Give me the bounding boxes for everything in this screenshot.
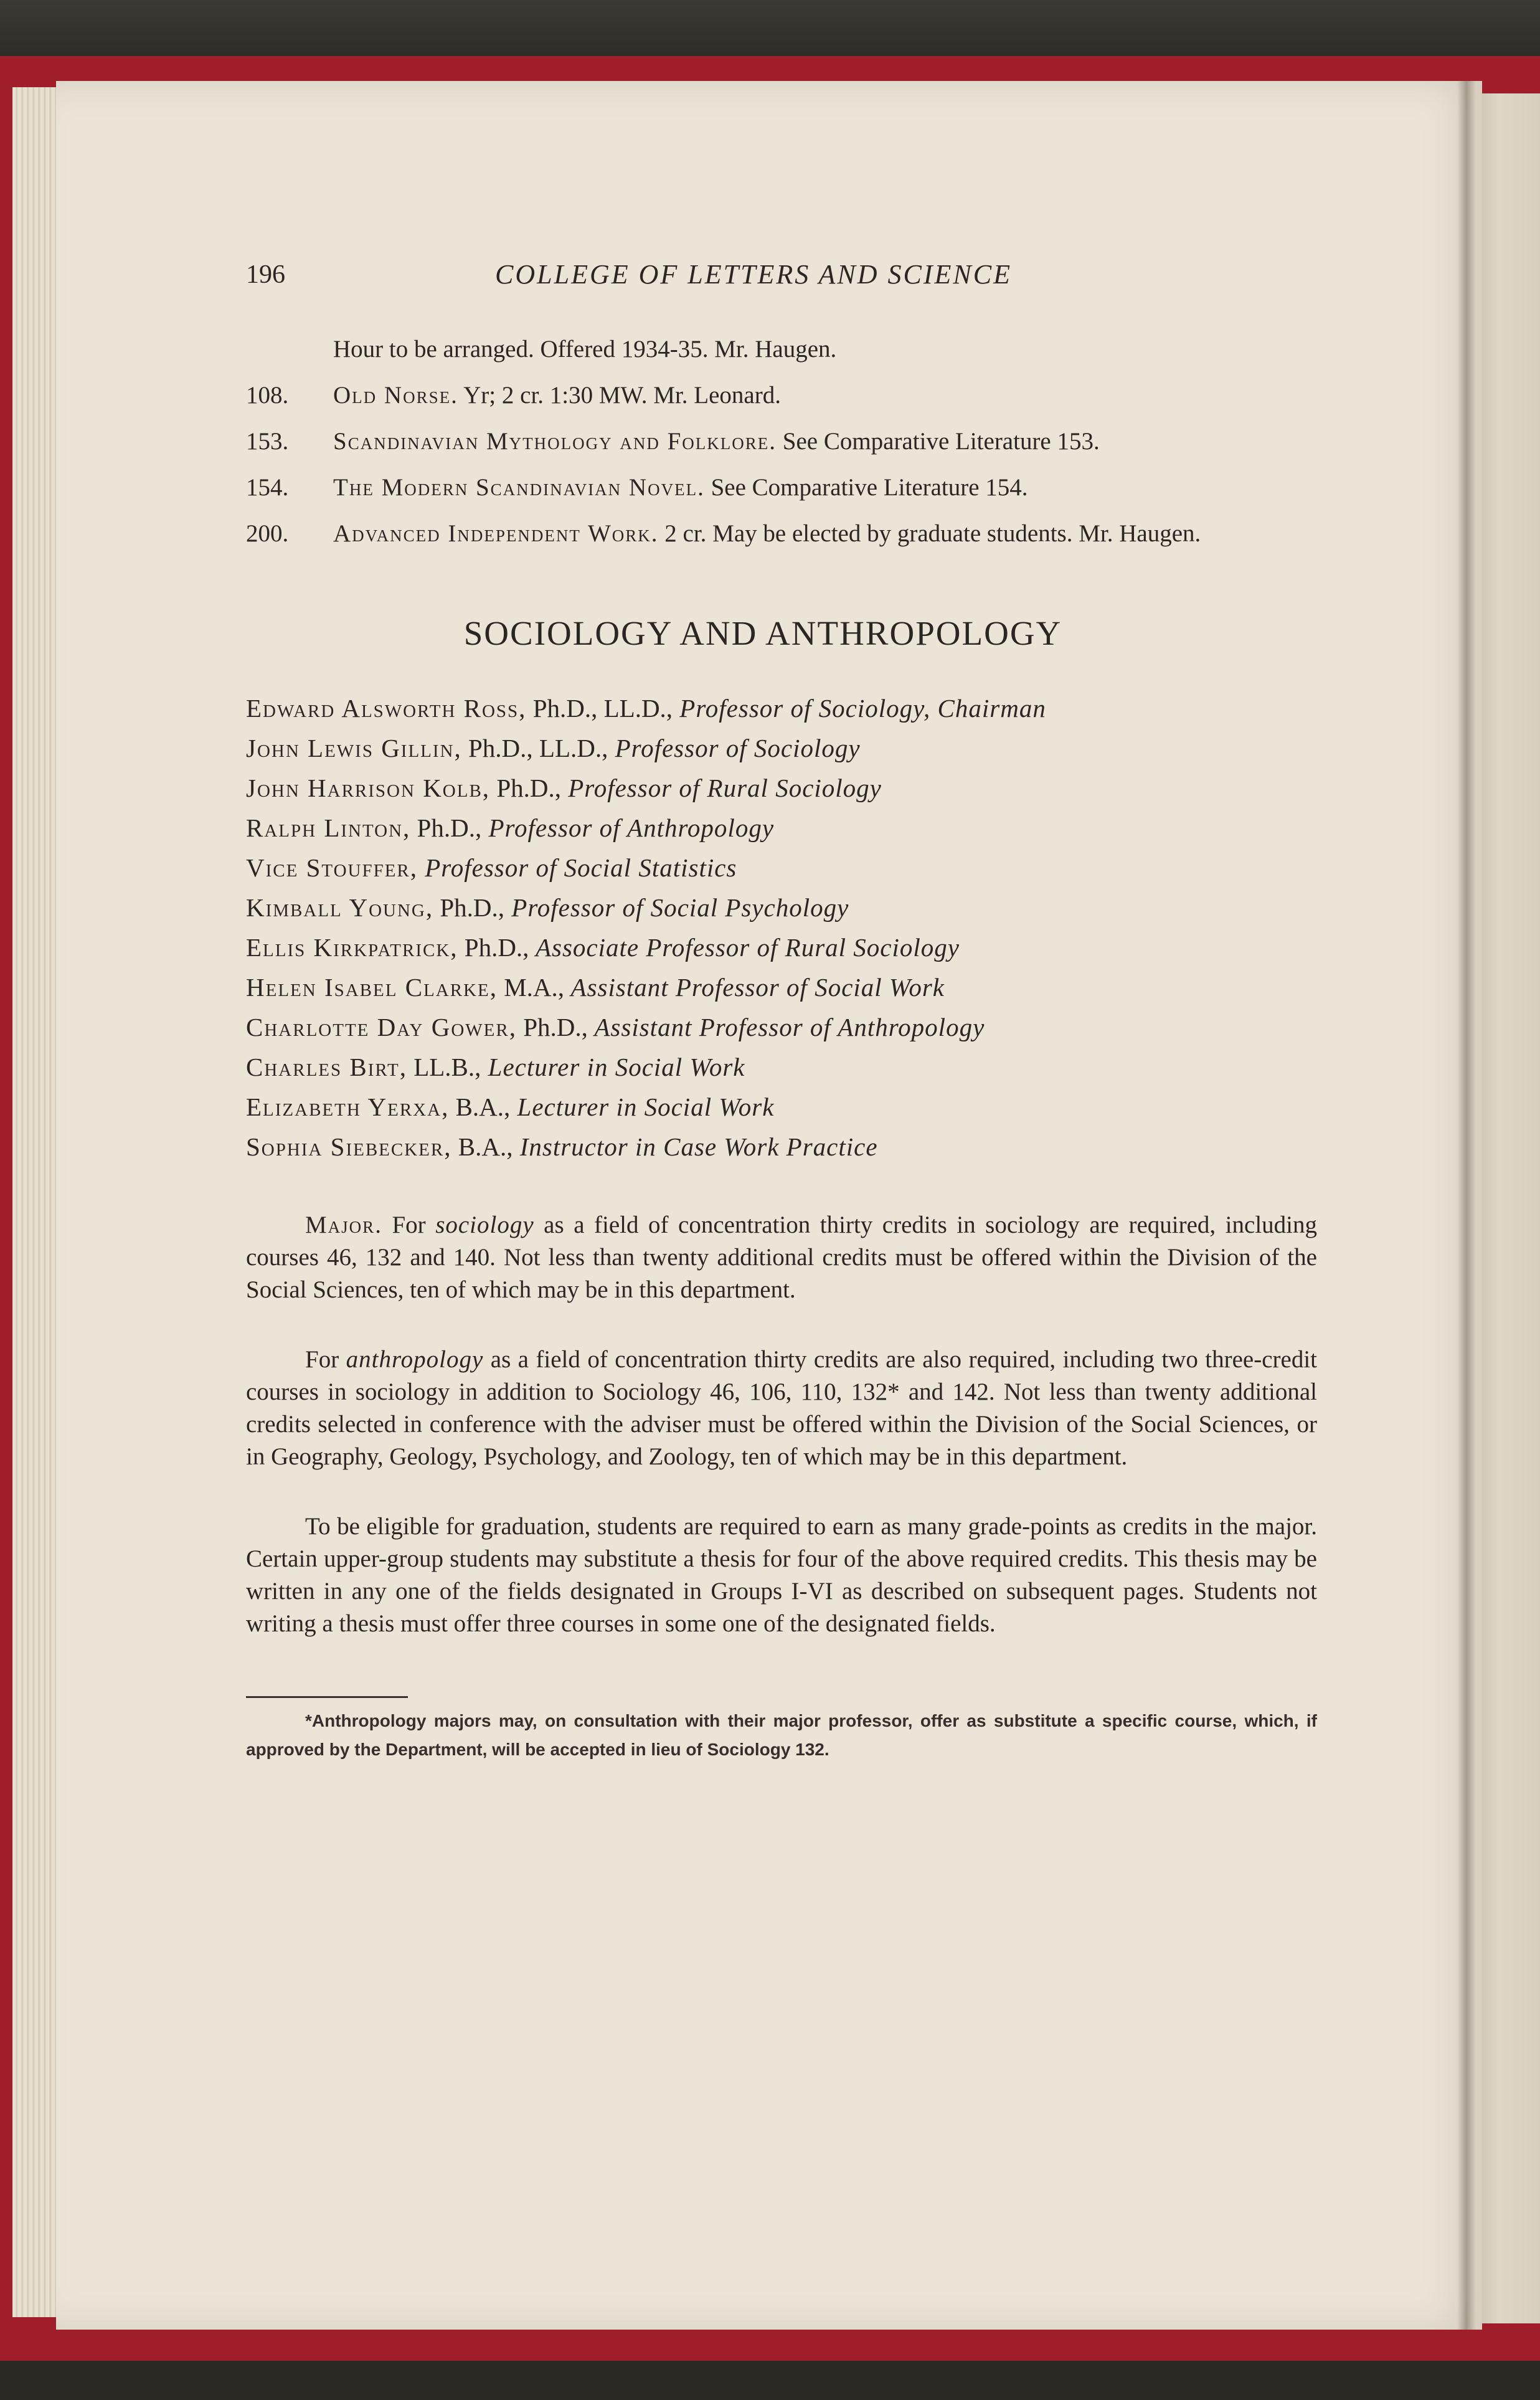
faculty-degrees: LL.B., [407,1053,481,1081]
course-number: 154. [246,474,289,501]
course-number: 153. [246,428,289,455]
faculty-member [246,1087,1317,1127]
page-header [246,258,1317,296]
faculty-title: Professor of Anthropology [481,813,775,842]
footnote-rule [246,1696,408,1698]
faculty-name: Elizabeth Yerxa, [246,1093,450,1121]
faculty-degrees: B.A., [449,1093,511,1121]
book-cover-top [0,0,1540,62]
faculty-degrees: Ph.D., LL.D., [461,734,608,762]
running-head: COLLEGE OF LETTERS AND SCIENCE [495,259,1012,290]
course-name: Scandinavian Mythology and Folklore. [333,428,777,455]
footnote: *Anthropology majors may, on consultation with their major professor, offer as substitute a specific course, which, if approved by the Department, will be accepted in lieu of Sociology 132. [246,1711,1317,1759]
book-gutter [1457,81,1476,2330]
page-content [246,249,1317,1764]
course-entry-continued [246,333,1317,366]
faculty-title: Professor of Social Statistics [418,853,737,882]
course-number: 108. [246,382,289,409]
faculty-degrees: Ph.D., [433,893,505,922]
course-list [246,333,1317,550]
course-name: The Modern Scandinavian Novel. [333,474,705,501]
faculty-title: Instructor in Case Work Practice [513,1132,878,1161]
major-text-pre: For [382,1212,436,1238]
faculty-degrees: Ph.D., [458,933,529,962]
faculty-name: Charles Birt, [246,1053,407,1081]
course-entry [246,518,1317,550]
faculty-degrees: Ph.D., LL.D., [526,694,673,723]
faculty-title: Assistant Professor of Anthropology [587,1013,985,1041]
faculty-name: Kimball Young, [246,893,434,922]
anthropology-text-pre: For [305,1346,346,1373]
faculty-member [246,967,1317,1007]
faculty-member [246,688,1317,728]
faculty-list [246,688,1317,1167]
section-title: SOCIOLOGY AND ANTHROPOLOGY [463,614,1062,652]
course-number: 200. [246,520,289,547]
course-name: Old Norse. [333,382,458,409]
faculty-member [246,1007,1317,1047]
major-lead: Major. [305,1212,382,1238]
faculty-member [246,927,1317,967]
faculty-title: Professor of Sociology [608,734,861,762]
course-entry [246,379,1317,412]
anthropology-paragraph [246,1344,1317,1473]
faculty-member [246,848,1317,888]
faculty-title: Associate Professor of Rural Sociology [529,933,960,962]
faculty-name: John Harrison Kolb, [246,774,491,802]
faculty-name: Helen Isabel Clarke, [246,973,498,1002]
book-cover-bottom [0,2361,1540,2400]
faculty-member [246,768,1317,808]
faculty-title: Professor of Sociology, Chairman [673,694,1046,723]
faculty-name: Charlotte Day Gower, [246,1013,517,1041]
faculty-title: Professor of Rural Sociology [560,774,882,802]
faculty-name: Ralph Linton, [246,813,411,842]
page-number: 196 [246,260,285,289]
graduation-paragraph: To be eligible for graduation, students are required to earn as many grade-points as credits in the major. Certain upper-group students may substitute a thesis for four of the above required credits. This thesis may be written in any one of the fields designated in Groups I-VI as described on subsequent pages. Students not writing a thesis must offer three courses in some one of the designated fields. [246,1513,1317,1637]
course-text: Yr; 2 cr. 1:30 MW. Mr. Leonard. [458,382,781,409]
faculty-name: Vice Stouffer, [246,853,418,882]
major-text-post: as a field of concentration thirty credits in sociology are required, including courses 46, 132 and 140. Not less than twenty additional credits must be offered within the Division of the Social Sciences, ten of which may be in this department. [246,1212,1317,1303]
faculty-name: John Lewis Gillin, [246,734,462,762]
anthropology-field: anthropology [346,1346,484,1373]
faculty-title: Lecturer in Social Work [481,1053,745,1081]
course-entry [246,472,1317,504]
faculty-title: Lecturer in Social Work [510,1093,775,1121]
faculty-name: Ellis Kirkpatrick, [246,933,458,962]
course-text: See Comparative Literature 154. [704,474,1028,501]
course-name: Advanced Independent Work. [333,520,659,547]
anthropology-text-post: as a field of concentration thirty credits are also required, including two three-credit courses in sociology in addition to Sociology 46, 106, 110, 132* and 142. Not less than twenty additional credits selected in conference with the adviser must be offered within the Division of the Social Sciences, or in Geography, Geology, Psychology, and Zoology, ten of which may be in this department. [246,1346,1317,1470]
course-text: 2 cr. May be elected by graduate students. Mr. Haugen. [658,520,1201,547]
faculty-member [246,888,1317,927]
major-field: sociology [435,1212,534,1238]
faculty-member [246,1047,1317,1087]
faculty-title: Assistant Professor of Social Work [564,973,945,1002]
course-text: See Comparative Literature 153. [777,428,1100,455]
faculty-member [246,1127,1317,1167]
faculty-name: Sophia Siebecker, [246,1132,452,1161]
faculty-member [246,808,1317,848]
faculty-degrees: B.A., [451,1132,513,1161]
faculty-title: Professor of Social Psychology [504,893,849,922]
faculty-degrees: Ph.D., [516,1013,588,1041]
course-text: Hour to be arranged. Offered 1934-35. Mr. Haugen. [333,336,837,363]
faculty-name: Edward Alsworth Ross, [246,694,527,723]
page-edges [12,87,62,2317]
major-paragraph [246,1209,1317,1306]
course-entry [246,425,1317,458]
faculty-member [246,728,1317,768]
faculty-degrees: M.A., [497,973,565,1002]
faculty-degrees: Ph.D., [410,813,482,842]
faculty-degrees: Ph.D., [490,774,561,802]
